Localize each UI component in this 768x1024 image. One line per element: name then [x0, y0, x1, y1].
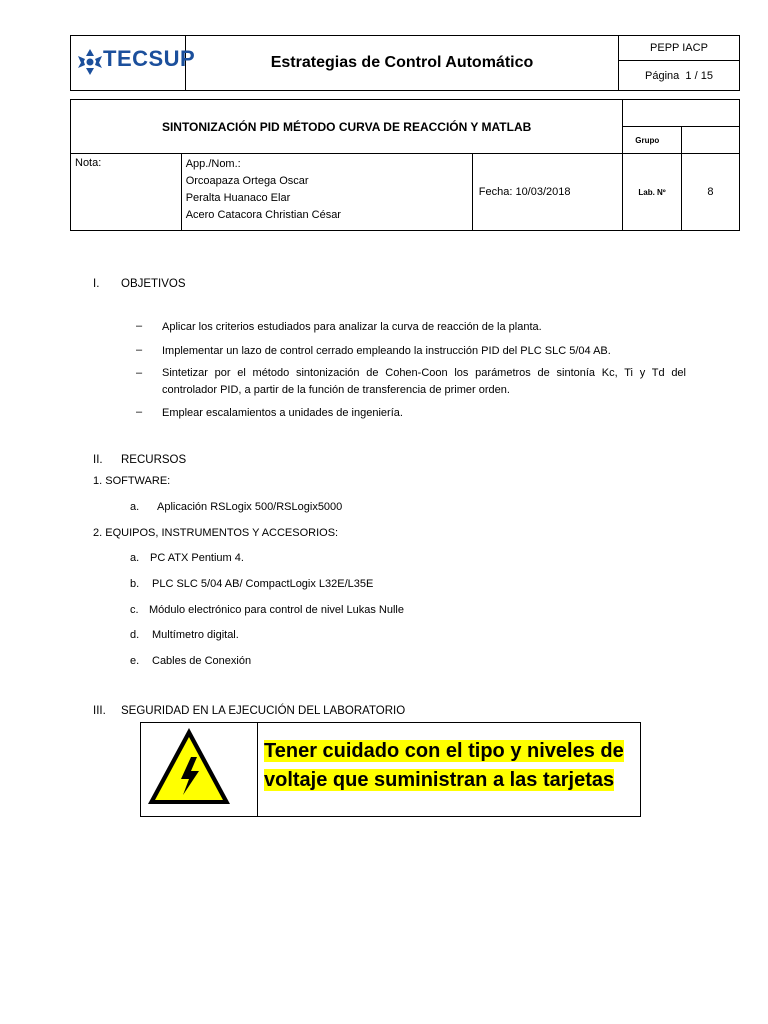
high-voltage-warning-icon: [145, 725, 233, 807]
bullet-dash: –: [136, 344, 143, 356]
fecha-cell: Fecha: 10/03/2018: [472, 154, 622, 231]
course-code: PEPP IACP: [619, 36, 740, 61]
header-table: [70, 35, 740, 91]
lab-number: 8: [681, 154, 739, 231]
logo-text: TECSUP: [103, 46, 196, 71]
logo-cell: [71, 36, 196, 91]
equipo-marker: e.: [130, 655, 140, 667]
lab-title: SINTONIZACIÓN PID MÉTODO CURVA DE REACCIÓN Y MATLAB: [71, 100, 623, 154]
bullet-dash: –: [136, 367, 143, 379]
section-1-number: I.: [93, 278, 100, 290]
bullet-dash: –: [136, 320, 143, 332]
equipo-item: PLC SLC 5/04 AB/ CompactLogix L32E/L35E: [152, 578, 374, 590]
warning-line-1: Tener cuidado con el tipo y niveles de: [264, 740, 624, 762]
lab-label: Lab. Nº: [623, 154, 682, 231]
student-name-2: Peralta Huanaco Elar: [185, 192, 291, 204]
section-2-number: II.: [93, 454, 103, 466]
equipo-marker: d.: [130, 629, 140, 641]
tecsup-logo-icon: [77, 48, 103, 76]
info-table: [70, 99, 740, 231]
section-2-title: RECURSOS: [121, 454, 187, 466]
equipo-marker: b.: [130, 578, 140, 590]
objective-1: Aplicar los criterios estudiados para analizar la curva de reacción de la planta.: [162, 321, 542, 333]
section-3-number: III.: [93, 705, 106, 717]
objective-2: Implementar un lazo de control cerrado empleando la instrucción PID del PLC SLC 5/04 AB.: [162, 345, 611, 357]
warning-divider: [257, 723, 258, 816]
grupo-label: Grupo: [623, 127, 682, 154]
software-heading: 1. SOFTWARE:: [93, 475, 171, 487]
page-value: 1 / 15: [685, 69, 713, 82]
objective-4: Emplear escalamientos a unidades de ingeniería.: [162, 407, 403, 419]
section-1-title: OBJETIVOS: [121, 278, 186, 290]
equipo-item: Multímetro digital.: [152, 629, 239, 641]
section-3-title: SEGURIDAD EN LA EJECUCIÓN DEL LABORATORIO: [121, 705, 406, 717]
equipos-heading: 2. EQUIPOS, INSTRUMENTOS Y ACCESORIOS:: [93, 527, 339, 539]
page-label: Página: [645, 69, 680, 82]
equipo-item: Módulo electrónico para control de nivel Lukas Nulle: [149, 604, 404, 616]
software-marker: a.: [130, 501, 140, 513]
equipo-item: Cables de Conexión: [152, 655, 252, 667]
software-item: Aplicación RSLogix 500/RSLogix5000: [157, 501, 343, 513]
warning-line-2: voltaje que suministran a las tarjetas: [264, 769, 615, 791]
names-cell: [181, 154, 472, 231]
bullet-dash: –: [136, 406, 143, 418]
student-name-1: Orcoapaza Ortega Oscar: [185, 175, 309, 187]
equipo-marker: a.: [130, 552, 140, 564]
student-name-3: Acero Catacora Christian César: [185, 209, 341, 221]
objective-3-line-2: controlador PID, a partir de la función de transferencia de primer orden.: [162, 384, 510, 396]
equipo-item: PC ATX Pentium 4.: [150, 552, 244, 564]
equipo-marker: c.: [130, 604, 139, 616]
safety-warning-box: [140, 722, 641, 817]
grupo-empty-cell: [681, 127, 739, 154]
nota-label: Nota:: [71, 154, 182, 231]
objective-3-line-1: Sintetizar por el método sintonización de Cohen-Coon los parámetros de sintonía Kc, Ti y Td del: [162, 367, 686, 379]
page-number: [619, 61, 740, 91]
names-label: App./Nom.:: [185, 158, 241, 170]
warning-message: [264, 737, 636, 795]
grupo-value: [623, 100, 740, 127]
course-title: Estrategias de Control Automático: [186, 36, 619, 91]
